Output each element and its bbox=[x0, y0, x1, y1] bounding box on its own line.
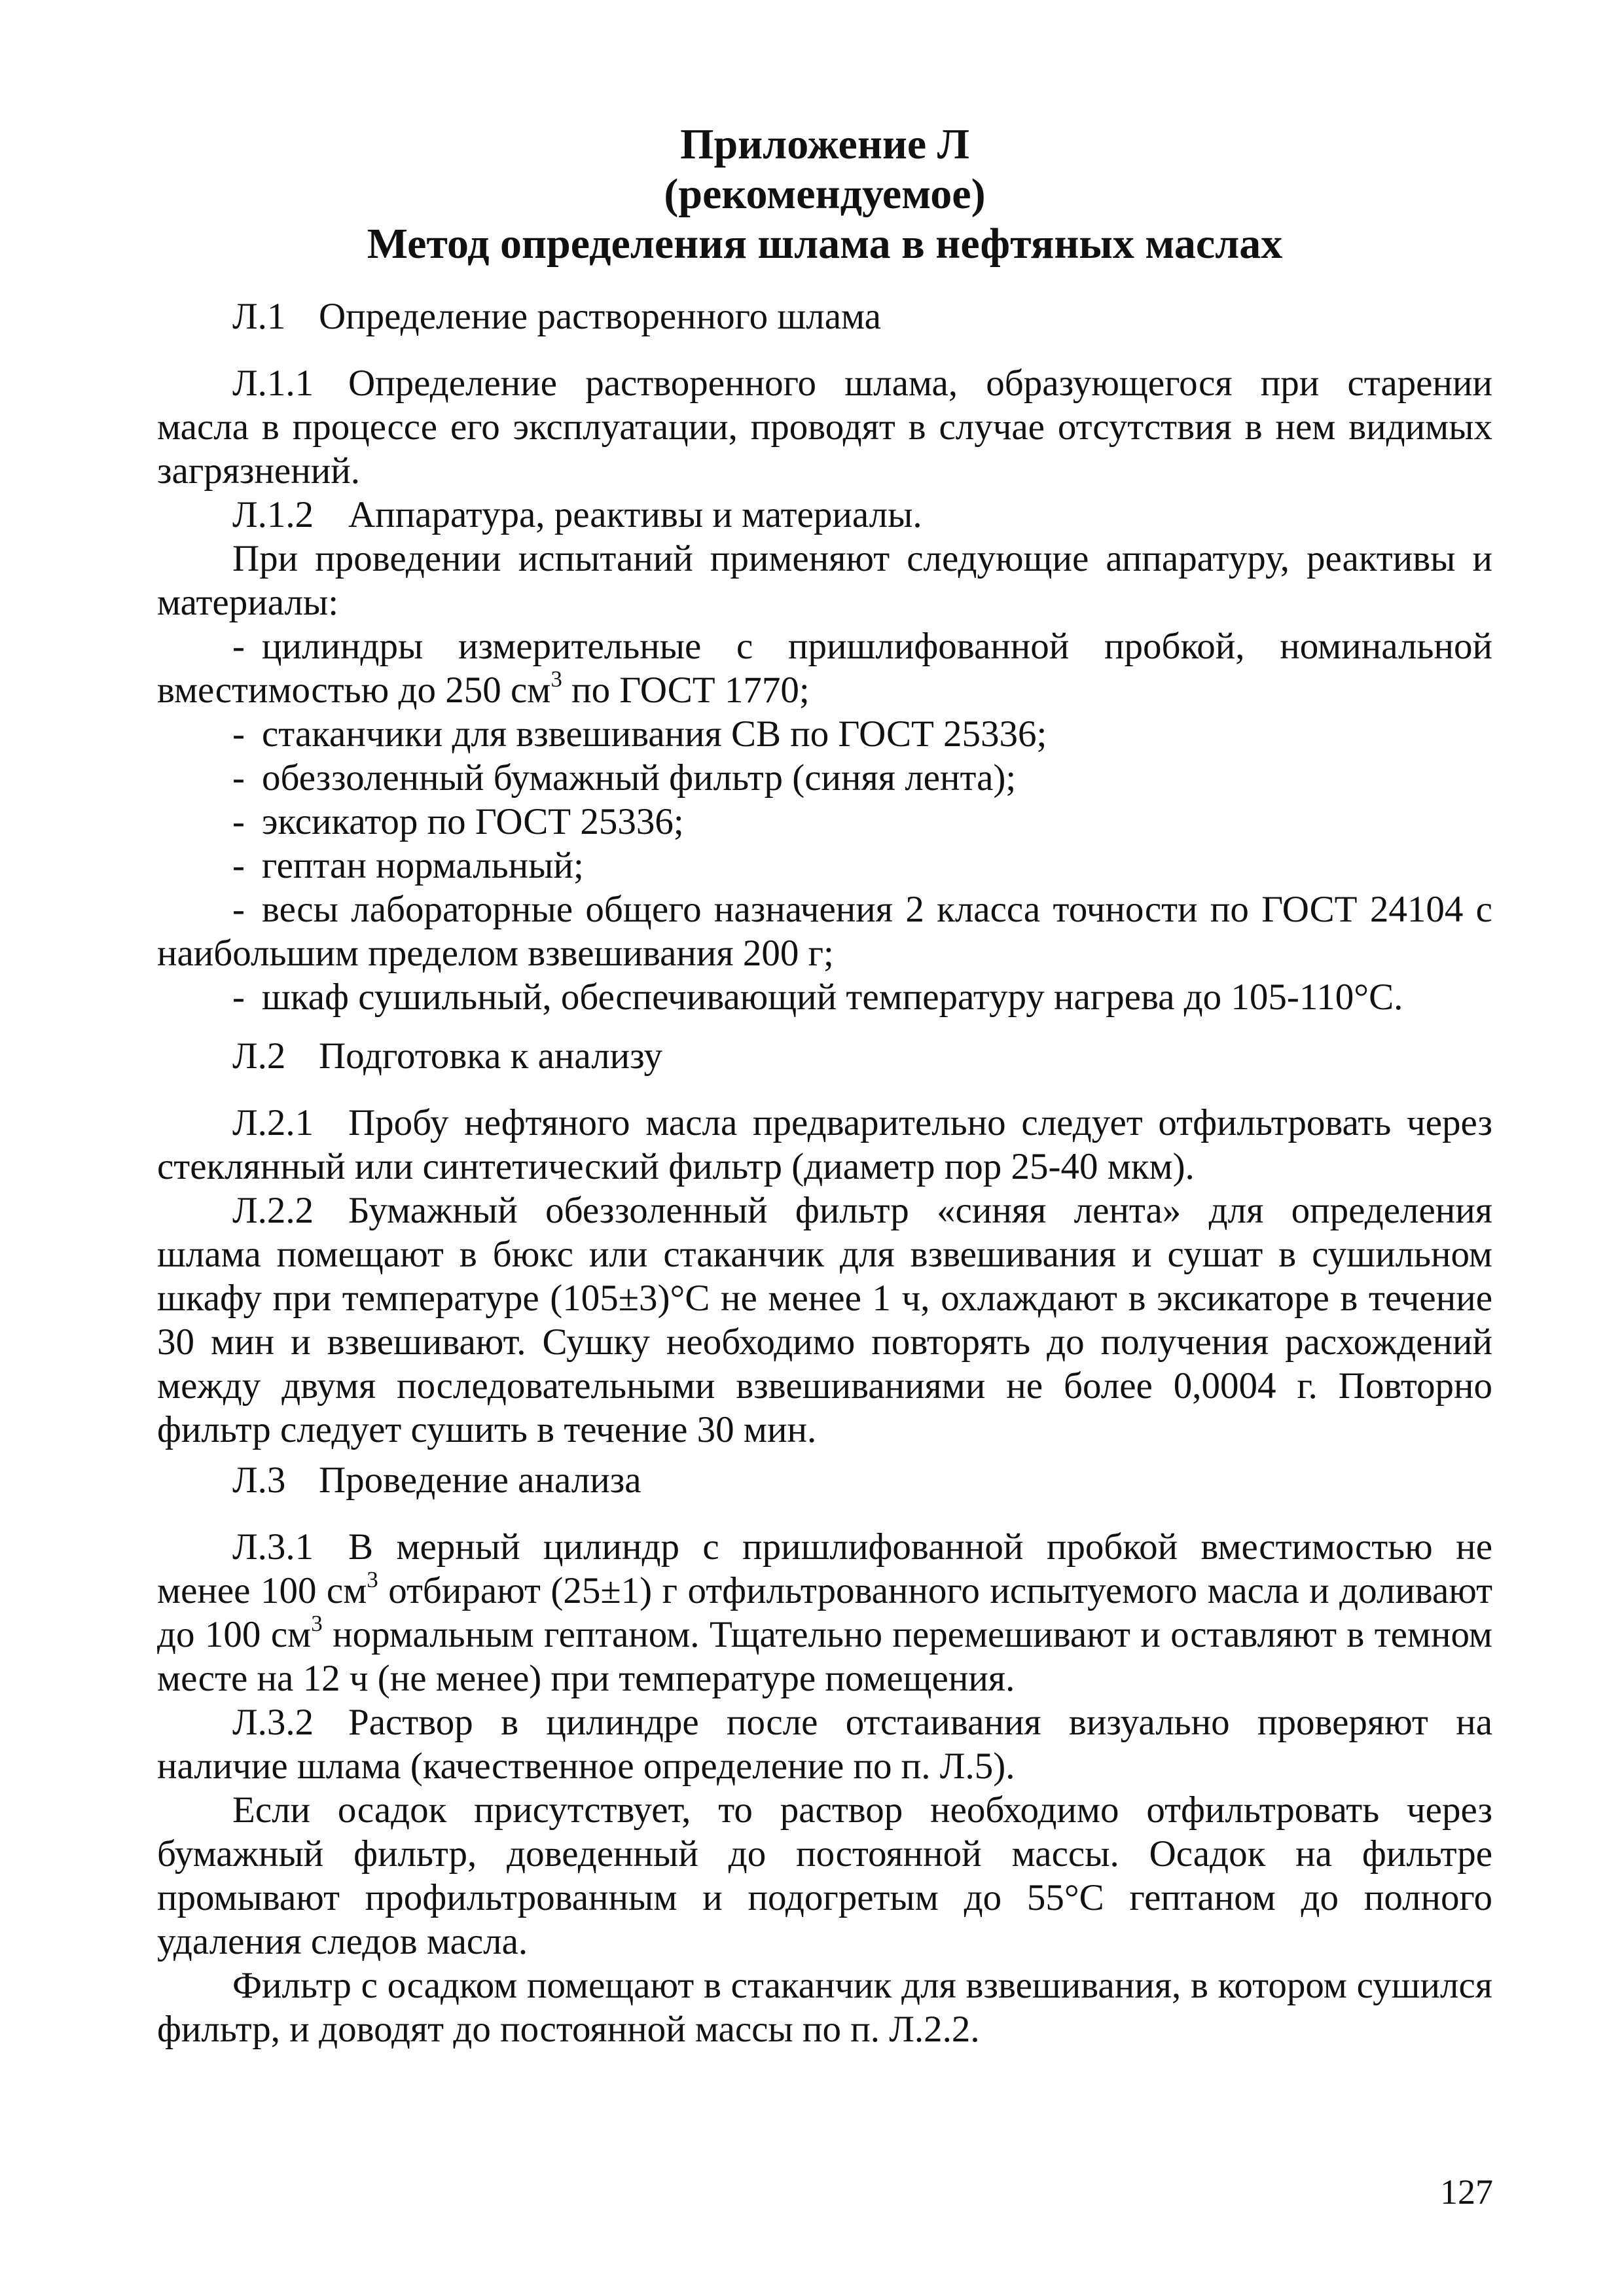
list-item: - эксикатор по ГОСТ 25336; bbox=[232, 801, 684, 842]
appendix-status: (рекомендуемое) bbox=[664, 170, 986, 218]
section-heading-l2: Л.2 Подготовка к анализу bbox=[232, 1035, 662, 1077]
section-l3-body bbox=[157, 1525, 1492, 2051]
page-number: 127 bbox=[1440, 2172, 1493, 2212]
paragraph-l2-1: Л.2.1 Пробу нефтяного масла предварительно следует отфильтровать через стеклянный или синтетический фильтр (диаметр пор 25-40 мкм). bbox=[157, 1102, 1492, 1187]
list-item: - цилиндры измерительные с пришлифованной пробкой, номинальной вместимостью до 250 $см^3$ по ГОСТ 1770; bbox=[157, 626, 1492, 711]
paragraph-l3-1: Л.3.1 В мерный цилиндр с пришлифованной пробкой вместимостью не менее 100 $см^3$ отбирают (25±1) г отфильтрованного испытуемого масла и доливают до 100 $см^3$ нормальным гептаном. Тщательно перемешивают и оставляют в темном месте на 12 ч (не менее) при температуре помещения. bbox=[157, 1526, 1492, 1699]
section-l2 bbox=[157, 1034, 1492, 1078]
section-l1 bbox=[157, 295, 1492, 338]
appendix-title: Приложение Л bbox=[680, 120, 969, 168]
section-l2-body bbox=[157, 1101, 1492, 1452]
paragraph-l1-1: Л.1.1 Определение растворенного шлама, образующегося при старении масла в процессе его эксплуатации, проводят в случае отсутствия в нем видимых загрязнений. bbox=[157, 363, 1492, 492]
list-item: - стаканчики для взвешивания СВ по ГОСТ 25336; bbox=[232, 713, 1047, 755]
section-heading-l1: Л.1 Определение растворенного шлама bbox=[232, 296, 881, 337]
section-l1-body bbox=[157, 361, 1492, 1019]
list-item: - весы лабораторные общего назначения 2 класса точности по ГОСТ 24104 с наибольшим пределом взвешивания 200 г; bbox=[157, 889, 1492, 974]
paragraph-filter: Фильтр с осадком помещают в стаканчик для взвешивания, в котором сушился фильтр, и доводят до постоянной массы по п. Л.2.2. bbox=[157, 1965, 1492, 2050]
paragraph-l3-2: Л.3.2 Раствор в цилиндре после отстаивания визуально проверяют на наличие шлама (качественное определение по п. Л.5). bbox=[157, 1702, 1492, 1787]
list-item: - обеззоленный бумажный фильтр (синяя лента); bbox=[232, 757, 1017, 798]
paragraph-l2-2: Л.2.2 Бумажный обеззоленный фильтр «синяя лента» для определения шлама помещают в бюкс или стаканчик для взвешивания и сушат в сушильном шкафу при температуре (105±3)°С не менее 1 ч, охлаждают в эксикаторе в течение 30 мин и взвешивают. Сушку необходимо повторять до получения расхождений между двумя последовательными взвешиваниями не более 0,0004 г. Повторно фильтр следует сушить в течение 30 мин. bbox=[157, 1190, 1492, 1450]
section-l3 bbox=[157, 1458, 1492, 1502]
list-item: - гептан нормальный; bbox=[232, 845, 584, 886]
paragraph-l1-2: Л.1.2 Аппаратура, реактивы и материалы. bbox=[232, 494, 922, 535]
paragraph-sediment: Если осадок присутствует, то раствор необходимо отфильтровать через бумажный фильтр, доведенный до постоянной массы. Осадок на фильтре промывают профильтрованным и подогретым до 55°С гептаном до полного удаления следов масла. bbox=[157, 1789, 1492, 1962]
method-title: Метод определения шлама в нефтяных маслах bbox=[367, 220, 1283, 268]
paragraph-intro: При проведении испытаний применяют следующие аппаратуру, реактивы и материалы: bbox=[157, 538, 1492, 623]
list-item: - шкаф сушильный, обеспечивающий температуру нагрева до 105-110°С. bbox=[232, 977, 1403, 1018]
section-heading-l3: Л.3 Проведение анализа bbox=[232, 1460, 641, 1501]
